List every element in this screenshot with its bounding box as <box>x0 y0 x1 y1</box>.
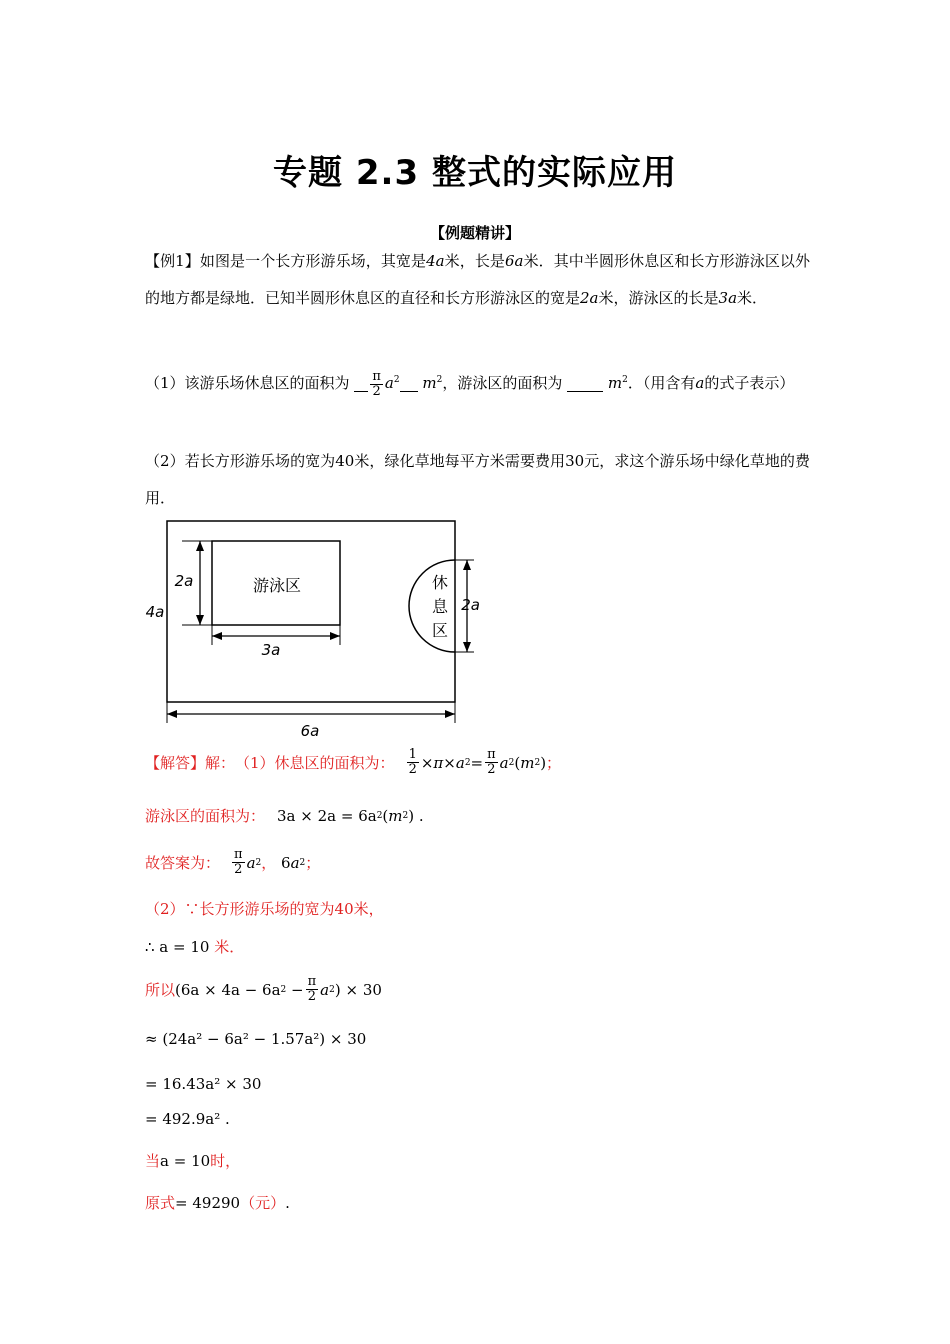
solution-line-3: 故答案为： $\frac{\pi}{2}$ a 2 ， 6 a 2 ； <box>145 847 321 877</box>
question-1: （1）该游乐场休息区的面积为 $\frac{\pi}{2}$ $a^2$ $m^2$，游泳区的面积为 $m^2$．（用含有a的式子表示） <box>145 368 795 399</box>
question-2: （2）若长方形游乐场的宽为40米，绿化草地每平方米需要费用30元，求这个游乐场中绿化草地的费用． <box>145 452 810 507</box>
example-label: 【例1】 <box>145 252 200 270</box>
solution-line-11: 原式 = 49290 （元） . <box>145 1193 290 1212</box>
solution-line-4: （2）∵长方形游乐场的宽为40米， <box>145 900 384 918</box>
section-heading: 【例题精讲】 <box>429 224 520 242</box>
rest-label-2: 息 <box>431 597 449 616</box>
solution-line-8: = 16.43a² × 30 <box>145 1075 262 1093</box>
solution-line-6: 所以 (6a × 4a − 6a 2 − $\frac{\pi}{2}$ a 2 ) × 30 <box>145 974 382 1004</box>
solution-line-2: 游泳区的面积为： 3a × 2a = 6a 2 ( m 2 ) . <box>145 806 424 825</box>
solution-line-5: ∴ a = 10 米． <box>145 937 245 956</box>
q1-blank <box>567 377 603 392</box>
solution-line-7: ≈ (24a² − 6a² − 1.57a²) × 30 <box>145 1030 367 1048</box>
dim-rest-diameter: 2a <box>461 596 480 614</box>
dim-total-height: 4a <box>145 603 165 621</box>
solution-label: 【解答】解： <box>145 754 236 772</box>
example-paragraph: 【例1】如图是一个长方形游乐场，其宽是4a米，长是6a米．其中半圆形休息区和长方形游泳区以外的地方都是绿地．已知半圆形休息区的直径和长方形游泳区的宽是2a米，游泳区的长是3a米． <box>145 252 810 307</box>
dim-total-width: 6a <box>300 722 320 740</box>
dim-pool-height: 2a <box>174 572 194 590</box>
rest-label-3: 区 <box>431 621 449 640</box>
playground-figure <box>140 515 480 745</box>
solution-line-1: 【解答】解： （1）休息区的面积为： $\frac{1}{2}$ × π × a 2 = $\frac{\pi}{2}$ a 2 ( m 2 ) ； <box>145 747 562 777</box>
page-title: 专题 2.3 整式的实际应用 <box>273 153 677 193</box>
solution-line-9: = 492.9a² . <box>145 1110 230 1128</box>
rest-label-1: 休 <box>431 573 449 592</box>
q1-answer-fraction: $\frac{\pi}{2}$ <box>372 368 381 399</box>
dim-pool-width: 3a <box>261 641 281 659</box>
pool-label: 游泳区 <box>252 576 302 595</box>
playground-outline <box>167 521 455 702</box>
solution-line-10: 当 a = 10 时， <box>145 1151 241 1170</box>
